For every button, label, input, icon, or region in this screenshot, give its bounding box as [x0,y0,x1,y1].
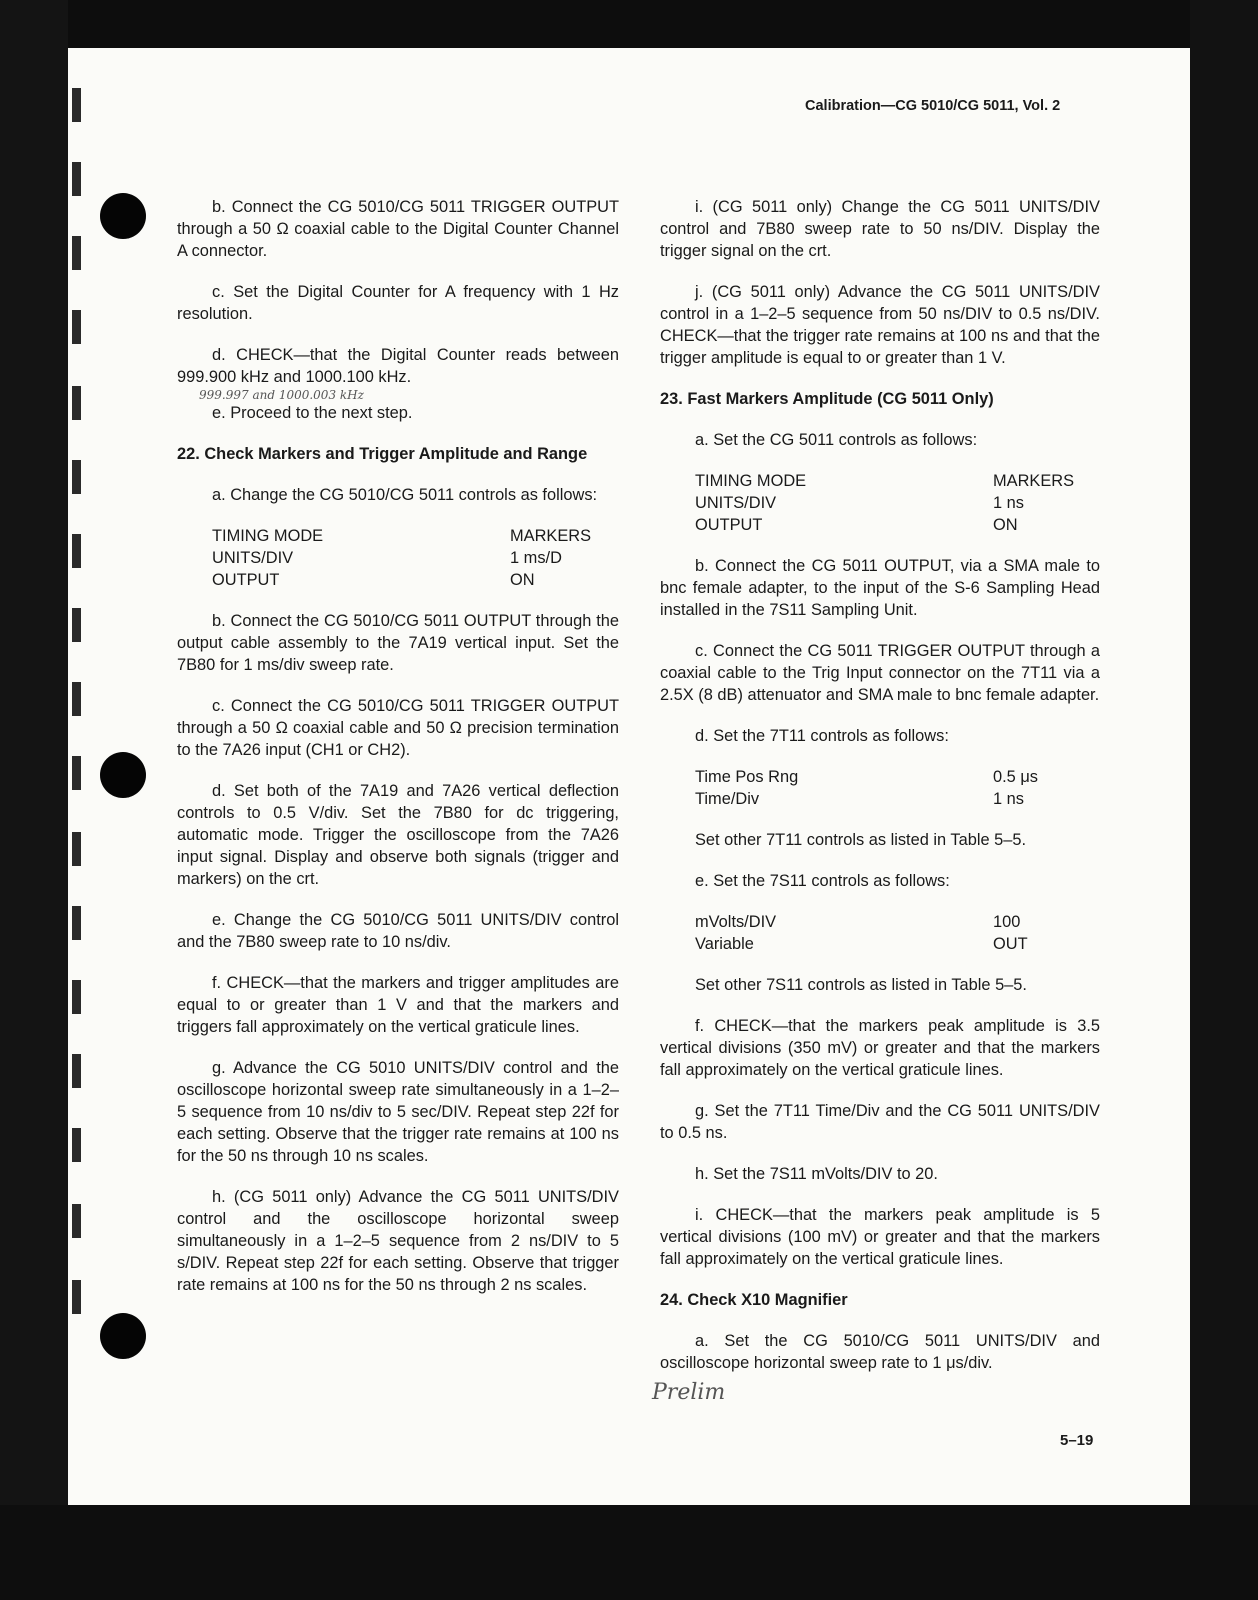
binder-tab [72,906,81,940]
step-23g: g. Set the 7T11 Time/Div and the CG 5011 UNITS/DIV to 0.5 ns. [660,1102,1100,1142]
scan-bottom-border [0,1505,1258,1600]
control-row: OUTPUT ON [212,571,535,589]
page-number: 5–19 [1060,1432,1094,1449]
controls-table-7t11 [660,766,1100,810]
scan-top-border [0,0,1258,48]
section-24-heading: 24. Check X10 Magnifier [660,1291,848,1309]
step-21c: c. Set the Digital Counter for A frequency with 1 Hz resolution. [177,283,619,323]
step-24a: a. Set the CG 5010/CG 5011 UNITS/DIV and oscilloscope horizontal sweep rate to 1 μs/div. [660,1332,1100,1372]
scan-left-border [0,0,68,1600]
step-22c: c. Connect the CG 5010/CG 5011 TRIGGER OUTPUT through a 50 Ω coaxial cable and 50 Ω precision termination to the 7A26 input (CH1 or CH2). [177,697,619,759]
step-22a: a. Change the CG 5010/CG 5011 controls as follows: [212,486,598,504]
binder-tab [72,386,81,420]
right-column [652,196,1100,1405]
binder-tab [72,980,81,1014]
punch-hole [100,193,146,239]
step-23b: b. Connect the CG 5011 OUTPUT, via a SMA male to bnc female adapter, to the input of the S-6 Sampling Head installed in the 7S11 Sampling Unit. [660,557,1100,619]
step-22f: f. CHECK—that the markers and trigger amplitudes are equal to or greater than 1 V and that the markers and triggers fall approximately on the vertical graticule lines. [177,974,619,1036]
binder-tab [72,608,81,642]
running-header: Calibration—CG 5010/CG 5011, Vol. 2 [805,98,1061,114]
step-23h: h. Set the 7S11 mVolts/DIV to 20. [695,1165,938,1183]
controls-table-7s11 [660,911,1100,955]
binder-tab [72,756,81,790]
section-22-heading: 22. Check Markers and Trigger Amplitude and Range [177,445,588,463]
binder-tab [72,162,81,196]
step-21e: e. Proceed to the next step. [212,404,413,422]
control-row: Time/Div 1 ns [695,790,1024,808]
step-22h: h. (CG 5011 only) Advance the CG 5011 UNITS/DIV control and the oscilloscope horizontal sweep simultaneously in a 1–2–5 sequence from 2 ns/DIV to 5 s/DIV. Repeat step 22f for each setting. Observe that trigger rate remains at 100 ns for the 50 ns through 2 ns scales. [177,1188,619,1294]
control-row: Time Pos Rng 0.5 μs [695,768,1038,786]
step-23i: i. CHECK—that the markers peak amplitude is 5 vertical divisions (100 mV) or greater and that the markers fall approximately on the vertical graticule lines. [660,1206,1100,1268]
note-other-7t11: Set other 7T11 controls as listed in Table 5–5. [695,831,1027,849]
binder-tab [72,1280,81,1314]
scan-right-border [1190,0,1258,1600]
binder-tab [72,236,81,270]
step-23d: d. Set the 7T11 controls as follows: [695,727,949,745]
step-22i: i. (CG 5011 only) Change the CG 5011 UNITS/DIV control and 7B80 sweep rate to 50 ns/DIV. Display the trigger signal on the crt. [660,198,1100,260]
control-row: UNITS/DIV 1 ms/D [212,549,562,567]
control-row: OUTPUT ON [695,516,1018,534]
binder-tab [72,1128,81,1162]
step-22g: g. Advance the CG 5010 UNITS/DIV control and the oscilloscope horizontal sweep rate simultaneously in a 1–2–5 sequence from 10 ns/div to 5 sec/DIV. Repeat step 22f for each setting. Observe that the trigger rate remains at 100 ns for the 50 ns through 10 ns scales. [177,1059,619,1165]
binder-tab [72,310,81,344]
controls-table-22 [177,525,619,591]
step-22d: d. Set both of the 7A19 and 7A26 vertical deflection controls to 0.5 V/div. Set the 7B80 for dc triggering, automatic mode. Trigger the oscilloscope from the 7A26 input signal. Display and observe both signals (trigger and markers) on the crt. [177,782,619,888]
binder-tab [72,88,81,122]
control-row: Variable OUT [695,935,1028,953]
step-23c: c. Connect the CG 5011 TRIGGER OUTPUT through a coaxial cable to the Trig Input connector on the 7T11 via a 2.5X (8 dB) attenuator and SMA male to bnc female adapter. [660,642,1100,704]
binder-tab [72,682,81,716]
control-row: mVolts/DIV 100 [695,913,1021,931]
controls-table-23 [660,470,1100,536]
binder-tab [72,1054,81,1088]
left-column [177,196,619,1315]
binder-tab [72,534,81,568]
step-22j: j. (CG 5011 only) Advance the CG 5011 UNITS/DIV control in a 1–2–5 sequence from 50 ns/DIV to 0.5 ns/DIV. CHECK—that the trigger rate remains at 100 ns and that the trigger amplitude is equal to or greater than 1 V. [660,283,1100,367]
binder-tab [72,1204,81,1238]
step-22e: e. Change the CG 5010/CG 5011 UNITS/DIV control and the 7B80 sweep rate to 10 ns/div. [177,911,619,951]
section-23-heading: 23. Fast Markers Amplitude (CG 5011 Only) [660,390,994,408]
step-23a: a. Set the CG 5011 controls as follows: [695,431,978,449]
handwritten-prelim: Prelim [652,1380,726,1405]
step-23e: e. Set the 7S11 controls as follows: [695,872,950,890]
handwritten-reading: 999.997 and 1000.003 kHz [199,388,364,402]
control-row: TIMING MODE MARKERS [212,527,592,545]
note-other-7s11: Set other 7S11 controls as listed in Table 5–5. [695,976,1027,994]
control-row: UNITS/DIV 1 ns [695,494,1024,512]
step-21d: d. CHECK—that the Digital Counter reads between 999.900 kHz and 1000.100 kHz. [177,346,619,386]
punch-hole [100,752,146,798]
punch-hole [100,1313,146,1359]
control-row: TIMING MODE MARKERS [695,472,1075,490]
step-21b: b. Connect the CG 5010/CG 5011 TRIGGER OUTPUT through a 50 Ω coaxial cable to the Digital Counter Channel A connector. [177,198,619,260]
step-23f: f. CHECK—that the markers peak amplitude is 3.5 vertical divisions (350 mV) or greater and that the markers fall approximately on the vertical graticule lines. [660,1017,1100,1079]
binder-tab [72,460,81,494]
binder-tab [72,832,81,866]
step-22b: b. Connect the CG 5010/CG 5011 OUTPUT through the output cable assembly to the 7A19 vertical input. Set the 7B80 for 1 ms/div sweep rate. [177,612,619,674]
